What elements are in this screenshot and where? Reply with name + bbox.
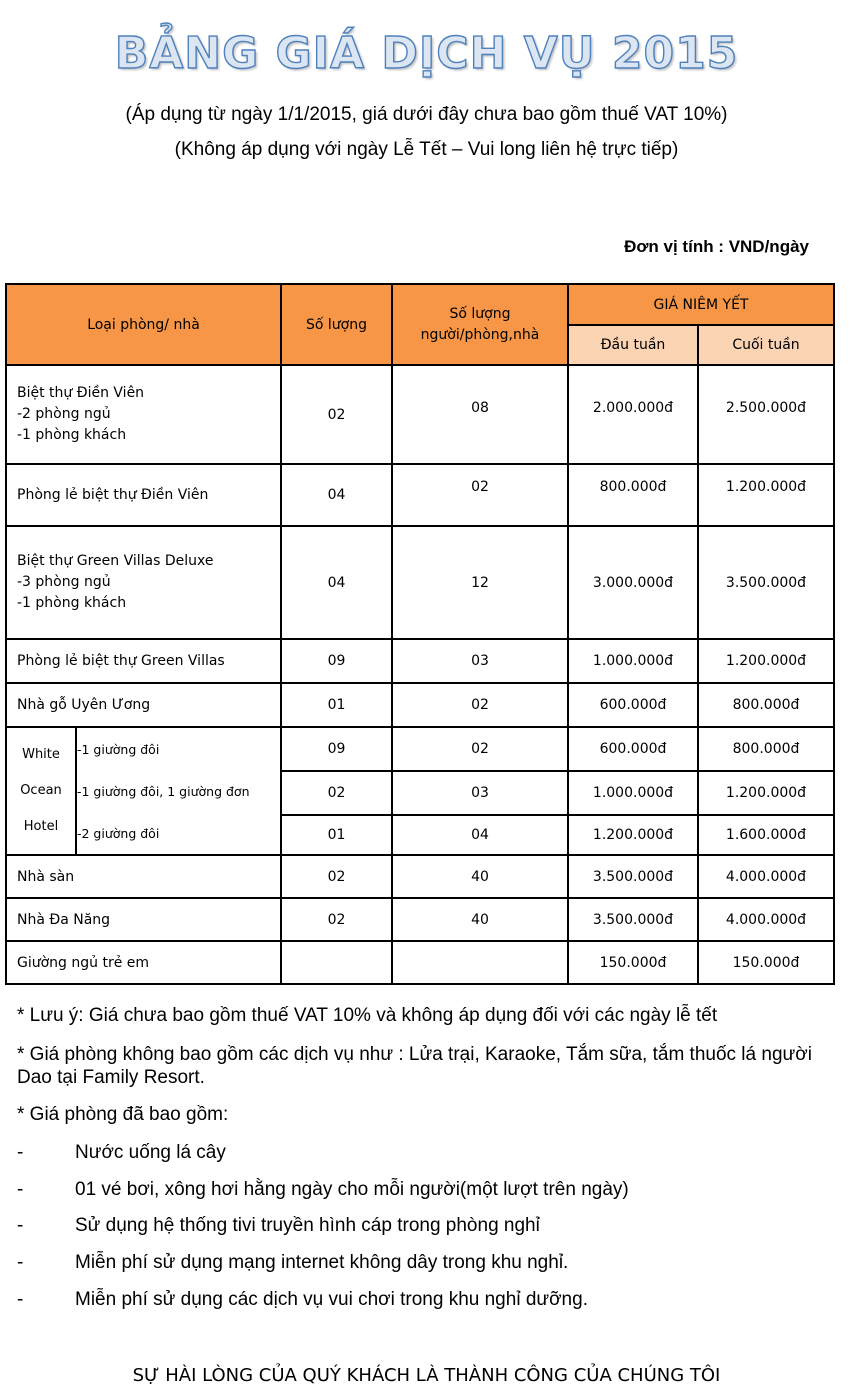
room-detail: -3 phòng ngủ [17, 574, 111, 590]
guests-cell: 03 [392, 639, 568, 683]
included-item: Miễn phí sử dụng các dịch vụ vui chơi trong khu nghỉ dưỡng. [75, 1289, 588, 1310]
hotel-name [7, 728, 76, 854]
table-row [6, 855, 834, 898]
table-row [6, 683, 834, 727]
room-type-cell: Nhà Đa Năng [6, 898, 281, 941]
header-guests: Số lượng người/phòng,nhà [392, 284, 568, 365]
weekday-price: 800.000đ [568, 464, 698, 526]
included-item: 01 vé bơi, xông hơi hằng ngày cho mỗi người(một lượt trên ngày) [75, 1179, 629, 1200]
weekend-price: 1.200.000đ [698, 639, 834, 683]
table-row [6, 365, 834, 464]
guests-cell: 03 [392, 771, 568, 815]
room-name: Biệt thự Green Villas Deluxe [17, 553, 214, 569]
weekday-price: 150.000đ [568, 941, 698, 984]
guests-cell: 04 [392, 815, 568, 855]
bullet-dash: - [17, 1142, 24, 1163]
room-detail: -1 phòng khách [17, 427, 127, 443]
quantity-cell: 09 [281, 727, 392, 771]
weekend-price: 1.200.000đ [698, 464, 834, 526]
room-type-cell [6, 365, 281, 464]
weekend-price: 150.000đ [698, 941, 834, 984]
room-type-cell [6, 526, 281, 639]
table-row [6, 941, 834, 984]
hotel-room-option: -2 giường đôi [77, 825, 160, 841]
included-item: Miễn phí sử dụng mạng internet không dây trong khu nghỉ. [75, 1252, 569, 1273]
guests-cell: 40 [392, 898, 568, 941]
table-row [6, 639, 834, 683]
price-table [5, 283, 835, 985]
weekday-price: 1.000.000đ [568, 771, 698, 815]
guests-cell [392, 941, 568, 984]
room-type-cell: Phòng lẻ biệt thự Điền Viên [6, 464, 281, 526]
quantity-cell: 04 [281, 464, 392, 526]
table-row [6, 727, 834, 771]
hotel-name-line: White [22, 747, 60, 762]
weekend-price: 800.000đ [698, 727, 834, 771]
guests-cell: 02 [392, 727, 568, 771]
included-item: Nước uống lá cây [75, 1142, 226, 1163]
header-weekday: Đầu tuần [568, 325, 698, 365]
header-weekend: Cuối tuần [698, 325, 834, 365]
room-type-cell: Phòng lẻ biệt thự Green Villas [6, 639, 281, 683]
table-header-row [6, 284, 834, 325]
hotel-name-line: Hotel [23, 819, 59, 834]
note-included-heading: * Giá phòng đã bao gồm: [17, 1104, 229, 1125]
quantity-cell: 02 [281, 855, 392, 898]
weekday-price: 3.000.000đ [568, 526, 698, 639]
room-type-cell: Nhà gỗ Uyên Ương [6, 683, 281, 727]
room-type-cell: Giường ngủ trẻ em [6, 941, 281, 984]
hotel-room-option: -1 giường đôi, 1 giường đơn [77, 783, 250, 799]
hotel-inner-table [7, 728, 280, 854]
header-listed-price: GIÁ NIÊM YẾT [568, 284, 834, 325]
weekend-price: 4.000.000đ [698, 898, 834, 941]
weekday-price: 1.200.000đ [568, 815, 698, 855]
room-detail: -1 phòng khách [17, 595, 127, 611]
weekend-price: 1.600.000đ [698, 815, 834, 855]
weekend-price: 2.500.000đ [698, 365, 834, 464]
quantity-cell [281, 941, 392, 984]
weekday-price: 600.000đ [568, 727, 698, 771]
room-detail: -2 phòng ngủ [17, 406, 111, 422]
weekday-price: 3.500.000đ [568, 855, 698, 898]
quantity-cell: 01 [281, 815, 392, 855]
bullet-dash: - [17, 1179, 24, 1200]
subtitle-validity: (Áp dụng từ ngày 1/1/2015, giá dưới đây chưa bao gồm thuế VAT 10%) [125, 104, 728, 125]
note-excluded-services: * Giá phòng không bao gồm các dịch vụ như : Lửa trại, Karaoke, Tắm sữa, tắm thuốc lá người Dao tại Family Resort. [17, 1044, 812, 1088]
room-type-cell: Nhà sàn [6, 855, 281, 898]
included-item: Sử dụng hệ thống tivi truyền hình cáp trong phòng nghỉ [75, 1215, 540, 1236]
table-row [6, 898, 834, 941]
guests-cell: 08 [392, 365, 568, 464]
currency-unit: Đơn vị tính : VND/ngày [624, 237, 809, 256]
weekend-price: 4.000.000đ [698, 855, 834, 898]
guests-cell: 02 [392, 464, 568, 526]
bullet-dash: - [17, 1252, 24, 1273]
weekday-price: 3.500.000đ [568, 898, 698, 941]
guests-cell: 02 [392, 683, 568, 727]
hotel-room-option: -1 giường đôi [77, 741, 160, 757]
quantity-cell: 02 [281, 365, 392, 464]
quantity-cell: 01 [281, 683, 392, 727]
table-row [6, 464, 834, 526]
weekend-price: 1.200.000đ [698, 771, 834, 815]
header-quantity: Số lượng [281, 284, 392, 365]
subtitle-holiday: (Không áp dụng với ngày Lễ Tết – Vui long liên hệ trực tiếp) [174, 139, 679, 160]
hotel-cell [6, 727, 281, 855]
guests-cell: 40 [392, 855, 568, 898]
weekend-price: 3.500.000đ [698, 526, 834, 639]
room-name: Biệt thự Điền Viên [17, 385, 145, 401]
weekday-price: 600.000đ [568, 683, 698, 727]
page-title: BẢNG GIÁ DỊCH VỤ 2015 [114, 28, 739, 79]
table-row [6, 526, 834, 639]
bullet-dash: - [17, 1289, 24, 1310]
quantity-cell: 02 [281, 898, 392, 941]
hotel-name-line: Ocean [20, 783, 62, 798]
weekday-price: 1.000.000đ [568, 639, 698, 683]
guests-cell: 12 [392, 526, 568, 639]
bullet-dash: - [17, 1215, 24, 1236]
quantity-cell: 09 [281, 639, 392, 683]
footer-slogan: SỰ HÀI LÒNG CỦA QUÝ KHÁCH LÀ THÀNH CÔNG CỦA CHÚNG TÔI [132, 1365, 721, 1386]
weekday-price: 2.000.000đ [568, 365, 698, 464]
quantity-cell: 02 [281, 771, 392, 815]
quantity-cell: 04 [281, 526, 392, 639]
header-room-type: Loại phòng/ nhà [6, 284, 281, 365]
note-vat: * Lưu ý: Giá chưa bao gồm thuế VAT 10% và không áp dụng đối với các ngày lễ tết [17, 1005, 718, 1026]
weekend-price: 800.000đ [698, 683, 834, 727]
